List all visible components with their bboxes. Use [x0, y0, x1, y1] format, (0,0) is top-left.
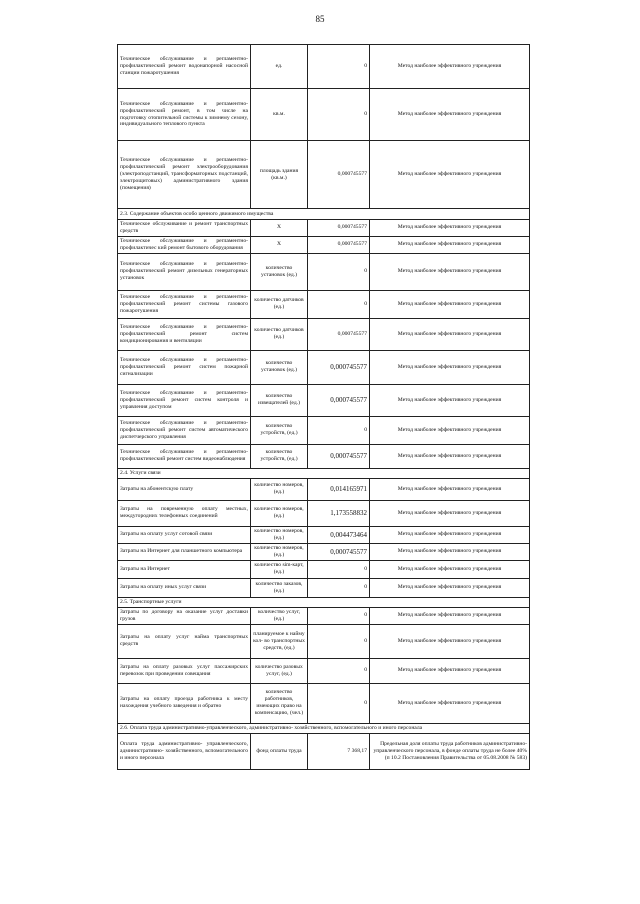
unit-cell: количество датчиков (ед.): [251, 290, 308, 318]
unit-cell: количество работников, имеющих право на компенсацию, (чел.): [251, 683, 308, 723]
section-row: [118, 597, 530, 607]
table-row: [118, 658, 530, 683]
method-cell: Предельная доля оплаты труда работников административно- управленческого персонала, в фонде оплаты труда не более 40% (п 10.2 Постановления Правительства от 05.08.2008 № 583): [370, 733, 530, 769]
method-cell: Метод наиболее эффективного учреждения: [370, 658, 530, 683]
cost-name-cell: Затраты на Интернет: [118, 560, 251, 578]
norm-value-cell: 0: [308, 624, 370, 658]
method-cell: Метод наиболее эффективного учреждения: [370, 318, 530, 350]
norm-value-cell: 0,000745577: [308, 350, 370, 384]
table-row: [118, 290, 530, 318]
section-heading: 2.4. Услуги связи: [118, 468, 530, 478]
unit-cell: количество номеров, (ед.): [251, 526, 308, 543]
unit-cell: кв.м.: [251, 89, 308, 141]
table-row: [118, 607, 530, 624]
method-cell: Метод наиболее эффективного учреждения: [370, 683, 530, 723]
table-row: [118, 416, 530, 444]
cost-name-cell: Затраты на повременную оплату местных, междугородних телефонных соединений: [118, 500, 251, 526]
cost-name-cell: Техническое обслуживание и регламентно- профилактический ремонт систем кондиционирования и вентиляции: [118, 318, 251, 350]
unit-cell: Х: [251, 220, 308, 237]
table-row: [118, 526, 530, 543]
cost-name-cell: Техническое обслуживание и регламентно- профилактический ремонт системы газового пожаротушения: [118, 290, 251, 318]
norm-value-cell: 0: [308, 683, 370, 723]
section-row: [118, 723, 530, 733]
cost-name-cell: Техническое обслуживание и регламентно- профилактический ремонт электрооборудования (электроподстанций, трансформаторных подстанций, электрощитовых) административного здания (помещения): [118, 141, 251, 209]
page-number: 85: [315, 14, 325, 24]
norm-value-cell: 0: [308, 607, 370, 624]
section-row: [118, 209, 530, 220]
norm-value-cell: 0: [308, 658, 370, 683]
cost-name-cell: Затраты на оплату услуг сотовой связи: [118, 526, 251, 543]
table-row: [118, 578, 530, 597]
norm-value-cell: 0,004473464: [308, 526, 370, 543]
norm-value-cell: 0,014165971: [308, 478, 370, 500]
table-row: [118, 89, 530, 141]
unit-cell: количество установок (ед.): [251, 350, 308, 384]
method-cell: Метод наиболее эффективного учреждения: [370, 526, 530, 543]
norm-value-cell: 1,173558832: [308, 500, 370, 526]
method-cell: Метод наиболее эффективного учреждения: [370, 500, 530, 526]
unit-cell: количество устройств, (ед.): [251, 416, 308, 444]
method-cell: Метод наиболее эффективного учреждения: [370, 89, 530, 141]
unit-cell: количество услуг, (ед.): [251, 607, 308, 624]
unit-cell: количество установок (ед.): [251, 253, 308, 290]
unit-cell: количество номеров, (ед.): [251, 500, 308, 526]
table-row: [118, 444, 530, 468]
norm-value-cell: 0,000745577: [308, 444, 370, 468]
cost-name-cell: Техническое обслуживание и регламентно- профилактический ремонт систем автоматического диспетчерского управления: [118, 416, 251, 444]
table-row: [118, 220, 530, 237]
cost-name-cell: Техническое обслуживание и регламентно- профилактический ремонт систем видеонаблюдения: [118, 444, 251, 468]
unit-cell: фонд оплаты труда: [251, 733, 308, 769]
cost-name-cell: Затраты на абонентскую плату: [118, 478, 251, 500]
method-cell: Метод наиболее эффективного учреждения: [370, 543, 530, 560]
unit-cell: ед.: [251, 45, 308, 89]
table-row: [118, 318, 530, 350]
norm-value-cell: 0: [308, 560, 370, 578]
norm-value-cell: 0: [308, 578, 370, 597]
method-cell: Метод наиболее эффективного учреждения: [370, 236, 530, 253]
method-cell: Метод наиболее эффективного учреждения: [370, 560, 530, 578]
method-cell: Метод наиболее эффективного учреждения: [370, 416, 530, 444]
method-cell: Метод наиболее эффективного учреждения: [370, 478, 530, 500]
cost-name-cell: Затраты на оплату иных услуг связи: [118, 578, 251, 597]
method-cell: Метод наиболее эффективного учреждения: [370, 384, 530, 416]
table-row: [118, 683, 530, 723]
norm-value-cell: 0: [308, 89, 370, 141]
norm-value-cell: 7 368,17: [308, 733, 370, 769]
norm-value-cell: 0,000745577: [308, 236, 370, 253]
table-row: [118, 500, 530, 526]
cost-name-cell: Техническое обслуживание и регламентно- профилактический ремонт систем пожарной сигнализации: [118, 350, 251, 384]
table-row: [118, 350, 530, 384]
unit-cell: площадь здания (кв.м.): [251, 141, 308, 209]
table-row: [118, 384, 530, 416]
cost-name-cell: Затраты на Интернет для планшетного компьютера: [118, 543, 251, 560]
norm-value-cell: 0,000745577: [308, 141, 370, 209]
unit-cell: количество устройств, (ед.): [251, 444, 308, 468]
method-cell: Метод наиболее эффективного учреждения: [370, 624, 530, 658]
norm-value-cell: 0: [308, 290, 370, 318]
norm-value-cell: 0,000745577: [308, 220, 370, 237]
cost-norms-table: [117, 44, 530, 770]
unit-cell: количество заказов, (ед.): [251, 578, 308, 597]
unit-cell: количество извещателей (ед.): [251, 384, 308, 416]
table-row: [118, 560, 530, 578]
table-row: [118, 45, 530, 89]
unit-cell: количество номеров, (ед.): [251, 543, 308, 560]
table-row: [118, 543, 530, 560]
cost-name-cell: Затраты на оплату услуг найма транспортных средств: [118, 624, 251, 658]
table-row: [118, 478, 530, 500]
method-cell: Метод наиболее эффективного учреждения: [370, 141, 530, 209]
norm-value-cell: 0: [308, 45, 370, 89]
unit-cell: количество разовых услуг, (ед.): [251, 658, 308, 683]
norm-value-cell: 0,000745577: [308, 318, 370, 350]
method-cell: Метод наиболее эффективного учреждения: [370, 444, 530, 468]
section-heading: 2.6. Оплата труда административно-управленческого, административно- хозяйственного, вспомогательного и иного персонала: [118, 723, 530, 733]
unit-cell: планируемое к найму кол- во транспортных средств, (ед.): [251, 624, 308, 658]
norm-value-cell: 0: [308, 416, 370, 444]
unit-cell: количество номеров, (ед.): [251, 478, 308, 500]
cost-name-cell: Оплата труда административно- управленческого, административно- хозяйственного, вспомогательного и иного персонала: [118, 733, 251, 769]
method-cell: Метод наиболее эффективного учреждения: [370, 578, 530, 597]
unit-cell: Х: [251, 236, 308, 253]
table-row: [118, 624, 530, 658]
cost-name-cell: Техническое обслуживание и ремонт транспортных средств: [118, 220, 251, 237]
cost-name-cell: Техническое обслуживание и регламентно- профилактический ремонт, в том числе на подготовку отопительной системы к зимнему сезону, индивидуального теплового пункта: [118, 89, 251, 141]
unit-cell: количество датчиков (ед.): [251, 318, 308, 350]
table-row: [118, 733, 530, 769]
section-heading: 2.5. Транспортные услуги: [118, 597, 530, 607]
cost-name-cell: Техническое обслуживание и регламентно- профилактичес кий ремонт бытового оборудования: [118, 236, 251, 253]
method-cell: Метод наиболее эффективного учреждения: [370, 607, 530, 624]
table-row: [118, 141, 530, 209]
cost-name-cell: Затраты по договору на оказание услуг доставки грузов: [118, 607, 251, 624]
norm-value-cell: 0: [308, 253, 370, 290]
cost-name-cell: Техническое обслуживание и регламентно- профилактический ремонт систем контроля и управления доступом: [118, 384, 251, 416]
cost-name-cell: Затраты на оплату проезда работника к месту нахождения учебного заведения и обратно: [118, 683, 251, 723]
method-cell: Метод наиболее эффективного учреждения: [370, 220, 530, 237]
norm-value-cell: 0,000745577: [308, 384, 370, 416]
method-cell: Метод наиболее эффективного учреждения: [370, 350, 530, 384]
method-cell: Метод наиболее эффективного учреждения: [370, 45, 530, 89]
table-row: [118, 236, 530, 253]
cost-name-cell: Техническое обслуживание и регламентно- профилактический ремонт дизельных генераторных установок: [118, 253, 251, 290]
unit-cell: количество sim-карт, (ед.): [251, 560, 308, 578]
method-cell: Метод наиболее эффективного учреждения: [370, 253, 530, 290]
section-heading: 2.3. Содержание объектов особо ценного движимого имущества: [118, 209, 530, 220]
method-cell: Метод наиболее эффективного учреждения: [370, 290, 530, 318]
section-row: [118, 468, 530, 478]
norm-value-cell: 0,000745577: [308, 543, 370, 560]
table-row: [118, 253, 530, 290]
cost-name-cell: Техническое обслуживание и регламентно- профилактический ремонт водонапорной насосной станции пожаротушения: [118, 45, 251, 89]
cost-name-cell: Затраты на оплату разовых услуг пассажирских перевозок при проведении совещания: [118, 658, 251, 683]
